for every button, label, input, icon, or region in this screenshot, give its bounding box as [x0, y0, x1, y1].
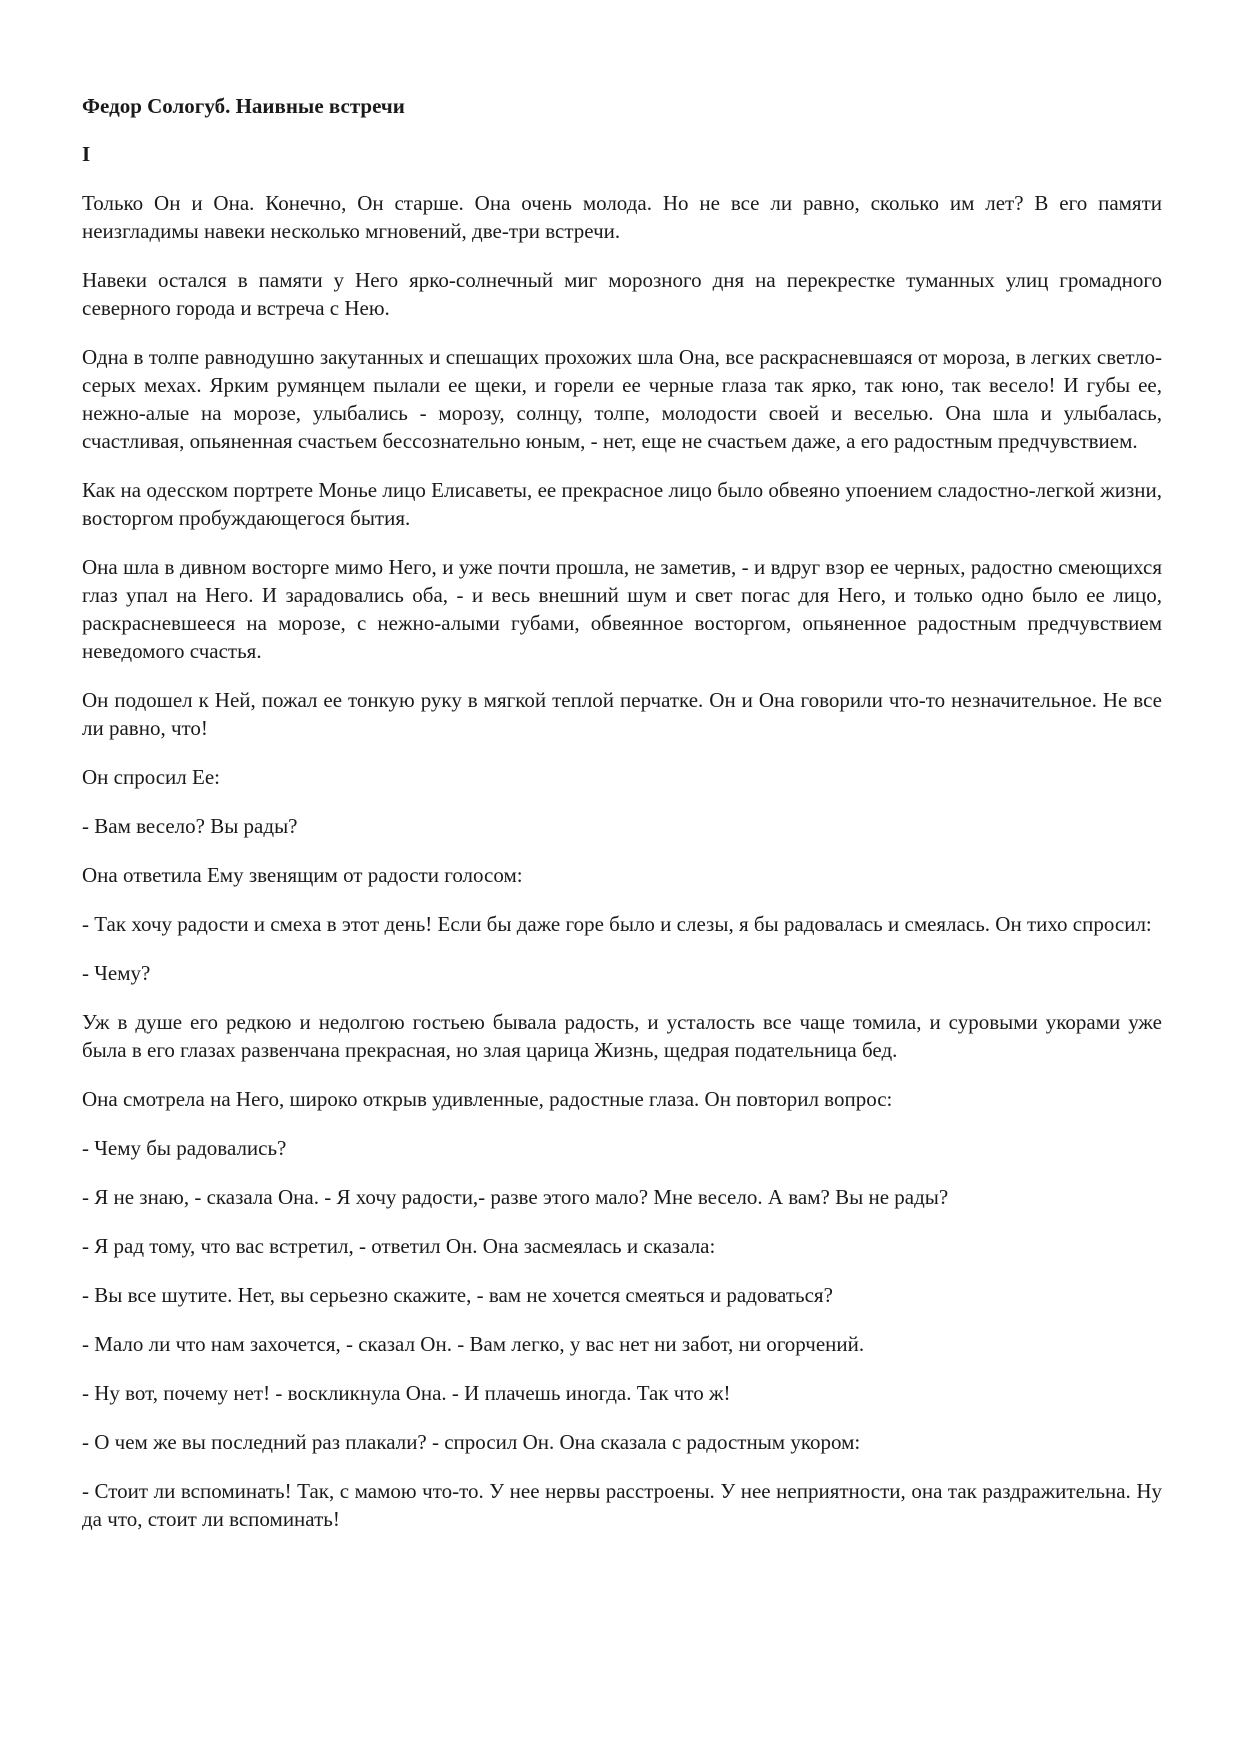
- paragraph: - Чему бы радовались?: [82, 1136, 287, 1160]
- paragraph: - Я не знаю, - сказала Она. - Я хочу радости,- разве этого мало? Мне весело. А вам? Вы не рады?: [82, 1185, 949, 1209]
- paragraph: Одна в толпе равнодушно закутанных и спешащих прохожих шла Она, все раскрасневшаяся от мороза, в легких светло-серых мехах. Ярким румянцем пылали ее щеки, и горели ее черные глаза так ярко, так юно, так весело! И губы ее, нежно-алые на морозе, улыбались - морозу, солнцу, толпе, молодости своей и веселью. Она шла и улыбалась, счастливая, опьяненная счастьем бессознательно юным, - нет, еще не счастьем даже, а его радостным предчувствием.: [82, 345, 1162, 453]
- document-title: Федор Сологуб. Наивные встречи: [82, 94, 405, 118]
- document-body: [82, 92, 1162, 1554]
- paragraph: - Ну вот, почему нет! - воскликнула Она. - И плачешь иногда. Так что ж!: [82, 1381, 731, 1405]
- paragraph: Он спросил Ее:: [82, 765, 221, 789]
- paragraph: Как на одесском портрете Монье лицо Елисаветы, ее прекрасное лицо было обвеяно упоением сладостно-легкой жизни, восторгом пробуждающегося бытия.: [82, 478, 1162, 530]
- paragraph: Только Он и Она. Конечно, Он старше. Она очень молода. Но не все ли равно, сколько им лет? В его памяти неизгладимы навеки несколько мгновений, две-три встречи.: [82, 191, 1162, 243]
- paragraph: Она смотрела на Него, широко открыв удивленные, радостные глаза. Он повторил вопрос:: [82, 1087, 893, 1111]
- paragraph: - Вы все шутите. Нет, вы серьезно скажите, - вам не хочется смеяться и радоваться?: [82, 1283, 833, 1307]
- paragraph: Она шла в дивном восторге мимо Него, и уже почти прошла, не заметив, - и вдруг взор ее черных, радостно смеющихся глаз упал на Него. И зарадовались оба, - и весь внешний шум и свет погас для Него, и только одно было ее лицо, раскрасневшееся на морозе, с нежно-алыми губами, обвеянное восторгом, опьяненное радостным предчувствием неведомого счастья.: [82, 555, 1162, 663]
- paragraph: - Я рад тому, что вас встретил, - ответил Он. Она засмеялась и сказала:: [82, 1234, 716, 1258]
- paragraph: - Вам весело? Вы рады?: [82, 814, 298, 838]
- paragraph: Навеки остался в памяти у Него ярко-солнечный миг морозного дня на перекрестке туманных улиц громадного северного города и встреча с Нею.: [82, 268, 1162, 320]
- chapter-heading: I: [82, 142, 91, 166]
- paragraph: - Так хочу радости и смеха в этот день! Если бы даже горе было и слезы, я бы радовалась и смеялась. Он тихо спросил:: [82, 912, 1152, 936]
- paragraph: - Мало ли что нам захочется, - сказал Он. - Вам легко, у вас нет ни забот, ни огорчений.: [82, 1332, 865, 1356]
- paragraph: - О чем же вы последний раз плакали? - спросил Он. Она сказала с радостным укором:: [82, 1430, 861, 1454]
- paragraph: - Стоит ли вспоминать! Так, с мамою что-то. У нее нервы расстроены. У нее неприятности, она так раздражительна. Ну да что, стоит ли вспоминать!: [82, 1479, 1162, 1531]
- paragraph: Уж в душе его редкою и недолгою гостьею бывала радость, и усталость все чаще томила, и суровыми укорами уже была в его глазах развенчана прекрасная, но злая царица Жизнь, щедрая подательница бед.: [82, 1010, 1162, 1062]
- paragraph: - Чему?: [82, 961, 151, 985]
- paragraph: Она ответила Ему звенящим от радости голосом:: [82, 863, 523, 887]
- paragraph: Он подошел к Ней, пожал ее тонкую руку в мягкой теплой перчатке. Он и Она говорили что-то незначительное. Не все ли равно, что!: [82, 688, 1162, 740]
